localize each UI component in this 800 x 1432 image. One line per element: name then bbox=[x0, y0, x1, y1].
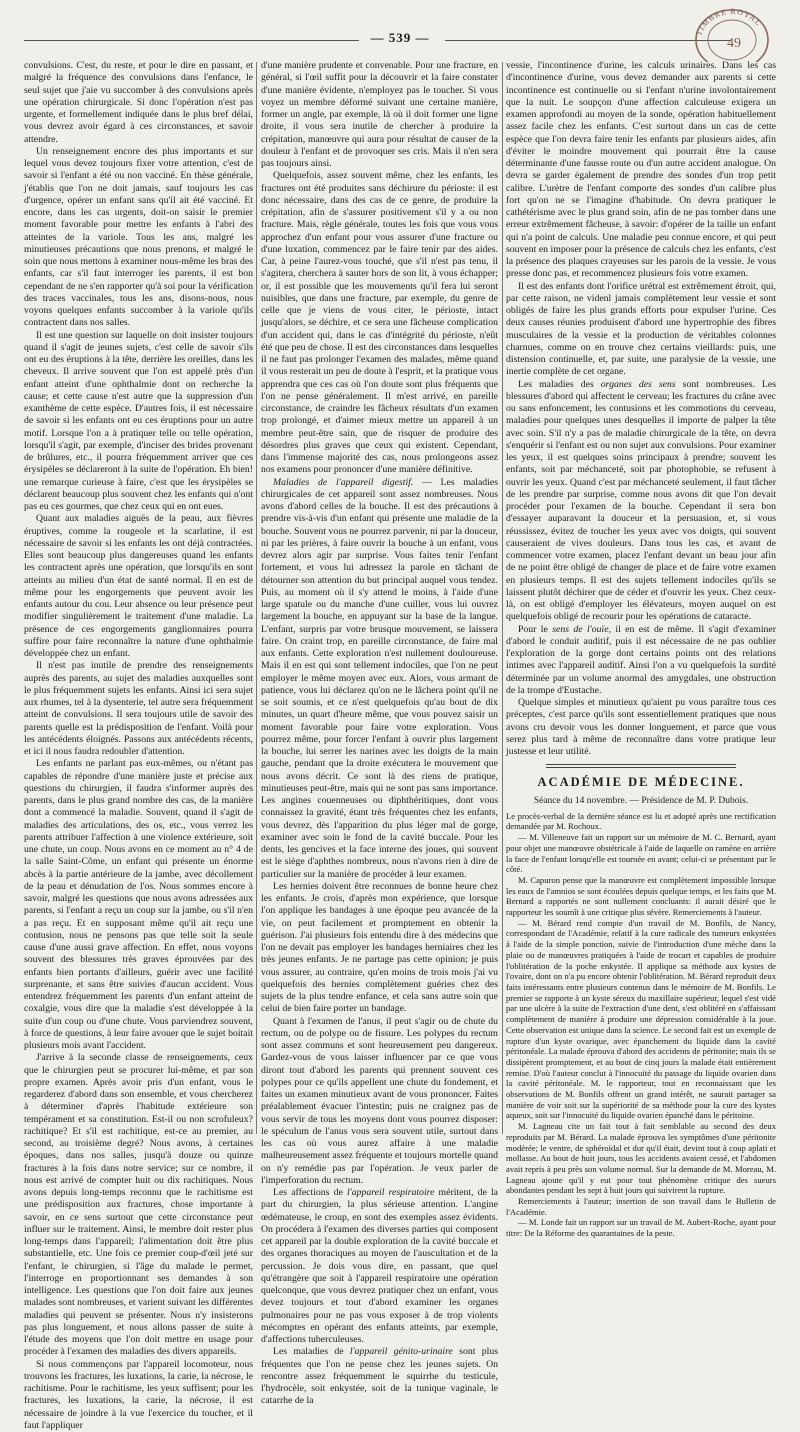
paragraph: Il est des enfants dont l'orifice urétral est extrêmement étroit, qui, par cette raison, ne videnl jamais complètement leur vessie et sont obligés de faire les plus grands efforts pour expulser l'urine. Ces deux causes réunies produisent d'abord une hypertrophie des fibres musculaires de la vessie et la production de véritables colonnes charnues, comme on en trouve chez certains vieillards: puis, une distension continuelle, et, par suite, une paralysie de la vessie, une inertie complète de cet organe. bbox=[506, 281, 776, 379]
paragraph: Remerciements à l'auteur; insertion de son travail dans le Bulletin de l'Académie. bbox=[506, 1196, 776, 1217]
paragraph: Le procès-verbal de la dernière séance est lu et adopté après une rectification demandée par M. Rochoux. bbox=[506, 811, 776, 832]
header-rule-right bbox=[445, 40, 731, 41]
paragraph: — M. Villeneuve fait un rapport sur un mémoire de M. C. Bernard, ayant pour objet une manœuvre obstétricale à l'aide de laquelle on ramène en arrière la face de l'enfant lorsqu'elle est tournée en avant; celui-ci se présentant par le côté. bbox=[506, 832, 776, 875]
paragraph: Les hernies doivent être reconnues de bonne heure chez les enfants. Je crois, d'après mon expérience, que lorsque l'on applique les bandages à une époque peu avancée de la vie, on peut facilement et promptement en obtenir la guérison. J'ai plusieurs fois entendu dire à des médecins que l'on ne devait pas employer les bandages herniaires chez les très jeunes enfants. Je ne partage pas cette opinion; je puis vous assurer, au contraire, qu'en moins de trois mois j'ai vu quelquefois des hernies complètement guéries chez des sujets de la plus tendre enfance, et cela sans autre soin que celui de bien faire porter un bandage. bbox=[261, 881, 498, 1016]
paragraph: Quant aux maladies aiguës de la peau, aux fièvres éruptives, comme la rougeole et la scarlatine, il est nécessaire de savoir si les enfants les ont déjà contractées. Elles sont beaucoup plus dangereuses quand les enfants les contractent après une opération, que lorsqu'ils en sont atteints au milieu d'un état de santé normal. Il en est de même pour les engorgements que peuvent avoir les enfants autour du cou. Leur absence ou leur présence peut modifier singulièrement le traitement d'une maladie. La présence de ces engorgements ganglionnaires pourra suffire pour faire reconnaître la nature d'une ophthalmie développée chez un enfant. bbox=[24, 513, 253, 660]
paragraph: vessie, l'incontinence d'urine, les calculs urinaires. Dans les cas d'incontinence d'urine, vous devez demander aux parents si cette incontinence est continuelle ou si l'enfant n'urine involontairement que la nuit. Le soupçon d'une affection calculeuse exigera un examen approfondi au moyen de la sonde, opération habituellement assez facile chez les enfants. C'est surtout dans un cas de cette espèce que l'on devra faire tenir les enfants par plusieurs aides, afin d'éviter le moindre mouvement qui pourrait être la cause déterminante d'une fausse route ou d'un autre accident analogue. On devra se garder également de prendre des sondes d'un trop petit calibre. L'urètre de l'enfant comporte des sondes d'un calibre plus fort qu'on ne se l'imagine d'habitude. On devra pratiquer le cathétérisme avec le plus grand soin, afin de ne pas tomber dans une erreur extrêmement fâcheuse, à savoir: d'opérer de la taille un enfant qui n'a point de calculs. Une maladie peu connue encore, et qui peut souvent en imposer pour la présence de calculs chez les enfants, c'est la présence des plaques crayeuses sur les parois de la vessie. Je vous presse donc pas, et recommencez plusieurs fois votre examen. bbox=[506, 60, 776, 281]
paragraph: Il n'est pas inutile de prendre des renseignements auprès des parents, au sujet des maladies auxquelles sont le plus fréquemment sujets les enfants. Ainsi ici sera sujet aux rhumes, tel à la dysenterie, tel autre sera fréquemment atteint de convulsions. Il sera toujours utile de savoir des parents quelle est la prédisposition de l'enfant. Voilà pour les antécédents éloignés. Passons aux antécédents récents, et ici il nous faudra redoubler d'attention. bbox=[24, 660, 253, 758]
stamp-text: TIMBRE ROYAL bbox=[694, 7, 763, 37]
paragraph: Quant à l'examen de l'anus, il peut s'agir ou de chute du rectum, ou de polype ou de fissure. Les polypes du rectum sont assez communs et sont heureusement peu dangereux. Gardez-vous de vous laisser influencer par ce que vous diront tout d'abord les parents qui prennent souvent ces polypes pour ce qu'ils appellent une chute du fondement, et faites un examen minutieux avant de vous prononcer. Faites préalablement évacuer l'intestin; puis ne craignez pas de vous servir de tous les moyens dont vous pourrez disposer: le spéculum de l'anus vous sera souvent utile, surtout dans les cas où vous aurez affaire à une maladie malheureusement assez fréquente et toujours mortelle quand on n'y remédie pas par l'opération. Je veux parler de l'imperforation du rectum. bbox=[261, 1016, 498, 1188]
paragraph: Les affections de l'appareil respiratoire méritent, de la part du chirurgien, la plus sérieuse attention. L'angine œdémateuse, le croup, en sont des exemples assez évidents. On procédera à l'examen des diverses parties qui composent cet appareil par la double exploration de la cavité buccale et des organes thoraciques au moyen de l'auscultation et de la percussion. Je dois vous dire, en passant, que quel qu'étrangère que soit à l'appareil respiratoire une opération quelconque, que vous devrez pratiquer chez un enfant, vous devez toujours et tout d'abord examiner les organes pulmonaires pour ne pas vous exposer à de trop violents mécomptes en opérant des enfants atteints, par exemple, d'affections tuberculeuses. bbox=[261, 1187, 498, 1346]
seance-line: Séance du 14 novembre. — Présidence de M. P. Dubois. bbox=[506, 795, 776, 807]
paragraph: Les enfants ne parlant pas eux-mêmes, ou n'étant pas capables de répondre d'une manière juste et précise aux questions du chirurgien, il faudra s'informer auprès des parents, dans le plus grand nombre des cas, de la manière dont a commencé la maladie. Souvent, quand il s'agit de maladies des articulations, des os, etc., vous verrez les parents attribuer l'affection à une violence extérieure, soit une chute, un coup. Nous avons en ce moment au n° 4 de la salle Saint-Côme, un enfant qui présente un énorme abcès à la partie antérieure de la jambe, avec décollement de la peau et dénudation de l'os. Nous sommes encore à savoir, malgré les questions que nous avons adressées aux parents, si l'enfant a reçu un coup sur la jambe, ou s'il n'en a pas reçu. Et en supposant même qu'il ait reçu une contusion, nous ne pensons pas que telle soit la seule cause d'une aussi grave affection. En effet, nous voyons souvent des blessures très graves éprouvées par des enfants bien portants d'ailleurs, guérir avec une facilité surprenante, et sans être suivies d'aucun accident. Vous entendrez fréquemment les parents d'un enfant atteint de coxalgie, vous dire que la maladie s'est développée à la suite d'un coup ou d'une chute. Vous parviendrez souvent, à force de questions, à leur faire avouer que le sujet boitait plusieurs mois avant l'accident. bbox=[24, 758, 253, 1052]
section-rule-bottom bbox=[546, 767, 736, 768]
paragraph: Les maladies des organes des sens sont nombreuses. Les blessures d'abord qui affectent le cerveau; les fractures du crâne avec ou sans enfoncement, les contusions et les commotions du cerveau, maladies pour quelques unes desquelles il importe de palper la tête avec soin. S'il n'y a pas de maladie chirurgicale de la tête, on devra s'enquérir si l'enfant est ou non sujet aux convulsions. Pour examiner les yeux, il est quelques soins principaux à prendre; souvent les enfants, soit par méchanceté, soit par photophobie, se refusent à ouvrir les yeux. Quand c'est par méchanceté seulement, il faut tâcher de les prendre par surprise, comme nous avons dit que l'on devait procéder pour l'examen de la bouche. Cependant il sera bon d'essayer auparavant la douceur et la persuasion, et, si vous réussissez, évitez de toucher les yeux avec vos doigts, qui souvent causeraient de vives douleurs. Dans tous les cas, et avant de commencer votre examen, placez l'enfant devant un beau jour afin de ne point être obligé de changer de place et de faire votre examen en plusieurs temps. Il est des sujets tellement indociles qu'ils se laissent plutôt déchirer que de céder et d'ouvrir les yeux. Chez ceux-là, on est obligé d'employer les élévateurs, moyen auquel on est quelquefois obligé de recourir pour les opérations de cataracte. bbox=[506, 379, 776, 624]
paragraph: M. Capuron pense que la manœuvre est complètement impossible lorsque les eaux de l'amnios se sont écoulées depuis quelque temps, et les faits que M. Bernard a rapportés ne sont nullement concluants: il aurait désiré que le rapporteur les soumît à une critique plus sévère. Remerciements à l'auteur. bbox=[506, 875, 776, 918]
paragraph: Quelque simples et minutieux qu'aient pu vous paraître tous ces préceptes, c'est parce qu'ils sont essentiellement pratiques que nous avons cru devoir vous les donner longuement, et parce que vous serez plus tard à même de reconnaître dans votre pratique leur justesse et leur utilité. bbox=[506, 697, 776, 758]
paragraph: d'une manière prudente et convenable. Pour une fracture, en général, si l'œil suffit pour la découvrir et la faire constater d'une manière évidente, n'employez pas le toucher. Si vous voyez un membre déformé suivant une certaine manière, former un angle, par exemple, là où il doit former une ligne droite, il vous sera inutile de chercher à produire la crépitation, manœuvre qui aura pour résultat de causer de la douleur à l'enfant et de provoquer ses cris. Mais il n'en sera pas toujours ainsi. bbox=[261, 60, 498, 170]
column-divider-2 bbox=[502, 62, 503, 1134]
academie-title: ACADÉMIE DE MÉDECINE. bbox=[506, 776, 776, 788]
tax-stamp-seal bbox=[690, 2, 774, 62]
paragraph: M. Lagneau cite un fait tout à fait semblable au second des deux reproduits par M. Bérard. La malade éprouva les symptômes d'une péritonite modérée; le ventre, de sphéroïdal et dur qu'il était, devint tout à coup aplati et mollasse. Au bout de huit jours, tous les accidents avaient cessé, et l'abdomen avait repris à peu près son volume normal. Sur la demande de M. Moreau, M. Lagneau ajoute qu'il y eut pour tout phénomène critique des sueurs abondantes pendant les sept à huit jours qui suivirent la rupture. bbox=[506, 1121, 776, 1196]
column-3-body bbox=[506, 60, 776, 758]
paragraph: Les maladies de l'appareil génito-urinaire sont plus fréquentes que l'on ne pense chez les jeunes sujets. On rencontre assez fréquemment le squirrhe du testicule, l'hydrocèle, soit enkystée, soit de la tunique vaginale, le catarrhe de la bbox=[261, 1346, 498, 1407]
paragraph: Il est une question sur laquelle on doit insister toujours quand il s'agit de jeunes sujets, c'est celle de savoir s'ils ont eu des éruptions à la tête, derrière les oreilles, dans les cheveux. Il arrive souvent que l'on est appelé près d'un enfant atteint d'une ophthalmie dont on recherche la cause; et cette cause n'est autre que la suppression d'un exanthème de cette espèce. D'autres fois, il est nécessaire de savoir si les enfants ont eu ces éruptions pour un autre motif. Lorsque l'on a à pratiquer telle ou telle opération, lorsqu'il s'agit, par exemple, d'inciser des brides provenant de brûlures, etc., il pourra fréquemment arriver que ces érysipèles se déclareront à la suite de l'opération. Eh bien! une remarque curieuse à faire, c'est que les érysipèles se déclarent beaucoup plus souvent chez les enfants qui n'ont pas eu ces gourmes, que chez ceux qui en ont eues. bbox=[24, 330, 253, 514]
paragraph: Quelquefois, assez souvent même, chez les enfants, les fractures ont été produites sans déchirure du périoste: il est donc nécessaire, dans des cas de ce genre, de produire la crépitation, afin de s'assurer positivement s'il y a ou non fracture. Mais, règle générale, toutes les fois que vous vous approchez d'un enfant pour vous assurer d'une fracture ou d'une luxation, commencez par le faire tenir par des aides. Car, à peine l'aurez-vous touché, que s'il n'est pas tenu, il s'agitera, cherchera à sauter hors de son lit, à vous échapper; or, il est possible que les mouvements qu'il fera lui seront nuisibles, que dans une fracture, par exemple, du genre de celle que je viens de vous citer, le périoste, intact jusqu'alors, se déchire, et ce sera une fâcheuse complication d'un accident qui, dans le cas d'intégrité du périoste, n'eût été que peu de chose. Il est des circonstances dans lesquelles il ne faut pas prolonger l'examen des malades, même quand il vous resterait un peu de doute à l'esprit, et la pratique vous apprendra que ces cas où l'on doute sont plus fréquents que l'on ne pense généralement. Il m'est arrivé, en pareille circonstance, de craindre les fâcheux résultats d'un examen trop prolongé, et d'aimer mieux mettre un appareil à un membre peut-être sain, que de risquer de produire des désordres plus graves que ceux qui existent. Cependant, dans l'immense majorité des cas, nous prolongeons assez nos examens pour prononcer d'une manière définitive. bbox=[261, 170, 498, 476]
section-rule-top bbox=[546, 764, 736, 765]
paragraph: Maladies de l'appareil digestif. — Les maladies chirurgicales de cet appareil sont assez nombreuses. Nous avons d'abord celles de la bouche. Il est des précautions à prendre vis-à-vis d'un enfant qui présente une maladie de la bouche. Souvent vous ne pourrez parvenir, ni par la douceur, ni par les prières, à faire ouvrir la bouche à un enfant, vous devrez alors agir par surprise. Vous faites tenir l'enfant fortement, et vous lui adressez la parole en tâchant de détourner son attention du but principal auquel vous tendez. Puis, au moment où il s'y attend le moins, à l'aide d'une large spatule ou du manche d'une cuiller, vous lui ouvrez largement la bouche, en appuyant sur la base de la langue. L'enfant, surpris par votre brusque mouvement, se laissera faire. On craint trop, en pareille circonstance, de faire mal aux enfants. Cette exploration n'est nullement douloureuse. Mais il en est qui sont tellement indociles, que l'on ne peut employer le même moyen avec eux. Alors, vous armant de patience, vous lui déclarez qu'on ne le lâchera point qu'il ne se soit soumis, et ce n'est quelquefois qu'au bout de dix minutes, un quart d'heure même, que vous pouvez saisir un moment favorable pour faire votre exploration. Vous pourrez même, pour forcer l'enfant à ouvrir plus largement la bouche, lui serrer les narines avec les doigts de la main gauche, pendant que la droite exécutera le mouvement que nous avons décrit. Ce sont là des riens de pratique, minutieuses peut-être, mais qui ne sont pas sans importance. Les angines couenneuses ou diphthéritiques, dont vous connaissez la gravité, étant très fréquentes chez les enfants, vous devrez, dès l'apparition du plus léger mal de gorge, examiner avec soin le fond de la cavité buccale. Pour les dents, les gencives et la face interne des joues, qui souvent est le siège d'aphthes nombreux, nous n'avons rien à dire de particulier sur la manière de procéder à leur examen. bbox=[261, 477, 498, 881]
column-divider-1 bbox=[256, 62, 257, 1134]
page-number: — 539 — bbox=[0, 30, 800, 46]
text-column-3 bbox=[506, 60, 776, 1135]
paragraph: Pour le sens de l'ouïe, il en est de même. Il s'agit d'examiner d'abord le conduit auditif, puis il est nécessaire de ne pas oublier l'exploration de la gorge dont certains points ont des relations intimes avec l'appareil auditif. Ainsi l'on a vu quelquefois la surdité déterminée par un volume anormal des amygdales, une obstruction de la trompe d'Eustache. bbox=[506, 624, 776, 698]
paragraph: Un renseignement encore des plus importants et sur lequel vous devez toujours fixer votre attention, c'est de savoir si l'enfant a été ou non vacciné. En thèse générale, j'établis que l'on ne doit jamais, sauf toujours les cas d'urgence, opérer un enfant sans qu'il ait été vacciné. Et encore, dans les cas urgents, doit-on saisir le premier moment favorable pour mettre les enfants à l'abri des atteintes de la variole. Tous les ans, malgré les minutieuses précautions que nous prenons, et malgré le soin que nous mettons à examiner nous-même les bras des enfants, car s'il faut interroger les parents, il est bon cependant de ne s'en rapporter qu'à soi pour la vérification des traces vaccinales, tous les ans, disons-nous, nous voyons quelques enfants succomber à la variole qu'ils contractent dans nos salles. bbox=[24, 146, 253, 330]
paragraph: convulsions. C'est, du reste, et pour le dire en passant, et malgré la fréquence des convulsions dans l'enfance, le seul sujet que j'aie vu succomber à des convulsions après une opération chirurgicale. Si donc l'opération n'est pas urgente, et formellement indiquée dans le plus bref délai, vous devrez avoir égard à ces circonstances, et savoir attendre. bbox=[24, 60, 253, 146]
text-column-2 bbox=[261, 60, 498, 1135]
paragraph: J'arrive à la seconde classe de renseignements, ceux que le chirurgien peut se procurer lui-même, et par son propre examen. Après avoir pris d'un enfant, vous le regarderez d'abord dans son ensemble, et vous chercherez à déterminer d'après l'habitude extérieure son tempérament et sa constitution. Est-il ou non scrofuleux? rachitique? Et s'il est rachitique, est-ce au premier, au second, au troisième degré? Nous avons, à certaines époques, dans nos salles, jusqu'à douze ou quinze fractures à la fois dans notre service; sur ce nombre, il nous est arrivé de compter huit ou dix rachitiques. Nous avons depuis long-temps reconnu que le rachitisme est une prédisposition aux fractures, chose importante à savoir, en ce sens surtout que cette circonstance peut influer sur le traitement. Ainsi, le membre doit rester plus long-temps dans l'appareil; l'alimentation doit être plus substantielle, etc. Une fois ce premier coup-d'œil jeté sur l'enfant, le chirurgien, si l'âge du malade le permet, l'interroge en proportionnant ses demandes à son intelligence. Les questions que l'on doit faire aux jeunes malades sont nombreuses, et varient suivant les différentes maladies qui peuvent se présenter. Nous n'y insisterons pas plus longuement, et nous allons passer de suite à l'étude des moyens que l'on doit mettre en usage pour procéder à l'examen des maladies des divers appareils. bbox=[24, 1052, 253, 1358]
stamp-number: 49 bbox=[727, 36, 741, 51]
paragraph: — M. Londe fait un rapport sur un travail de M. Aubert-Roche, ayant pour titre: De la Réforme des quarantaines de la peste. bbox=[506, 1217, 776, 1238]
paragraph: Si nous commençons par l'appareil locomoteur, nous trouvons les fractures, les luxations, la carie, la nécrose, le rachitisme. Pour le rachitisme, les yeux suffisent; pour les fractures, les luxations, la carie, la nécrose, il est nécessaire de joindre à la vue l'exercice du toucher, et il faut l'appliquer bbox=[24, 1359, 253, 1432]
svg-text:TIMBRE ROYAL bbox=[694, 7, 763, 37]
text-column-1 bbox=[24, 60, 253, 1135]
page-header bbox=[0, 0, 800, 58]
academie-report bbox=[506, 811, 776, 1239]
paragraph: — M. Bérard rend compte d'un travail de M. Bonfils, de Nancy, correspondant de l'Académie, relatif à la cure radicale des tumeurs enkystées à l'aide de la simple ponction, suivie de l'introduction d'une mèche dans la plaie ou de manœuvres pratiquées à l'aide de trocart et capables de produire l'oblitération de la poche enkystée. Il applique sa méthode aux kystes de l'ovaire, dont on n'a pu encore obtenir l'oblitération. M. Bérard reproduit deux faits intéressants entre plusieurs contenus dans le mémoire de M. Bonfils. Le premier se rapporte à un kyste séreux du maxillaire supérieur, lequel s'est vidé par une ulcère à la suite de l'extraction d'une dent, s'est oblitéré en s'affaissant complètement de manière à produire une dépression considérable à la joue. Cette observation est unique dans la science. Le second fait est un exemple de rupture d'un kyste ovarique, avec épanchement du liquide dans la cavité péritonéale. La malade éprouva d'abord des accidents de péritonite; mais ils se dissipèrent promptement, et au bout de cinq jours la malade était entièrement remise. D'où l'auteur conclut à l'innocuité du passage du liquide ovarien dans la cavité péritonéale. M. le rapporteur, tout en reconnaissant que les observations de M. Bonfils offrent un grand intérêt, ne saurait partager sa manière de voir soit sur la supériorité de sa méthode pour la cure des kystes aqueux, soit sur l'innocuité du liquide ovarien épanché dans le péritoine. bbox=[506, 918, 776, 1121]
